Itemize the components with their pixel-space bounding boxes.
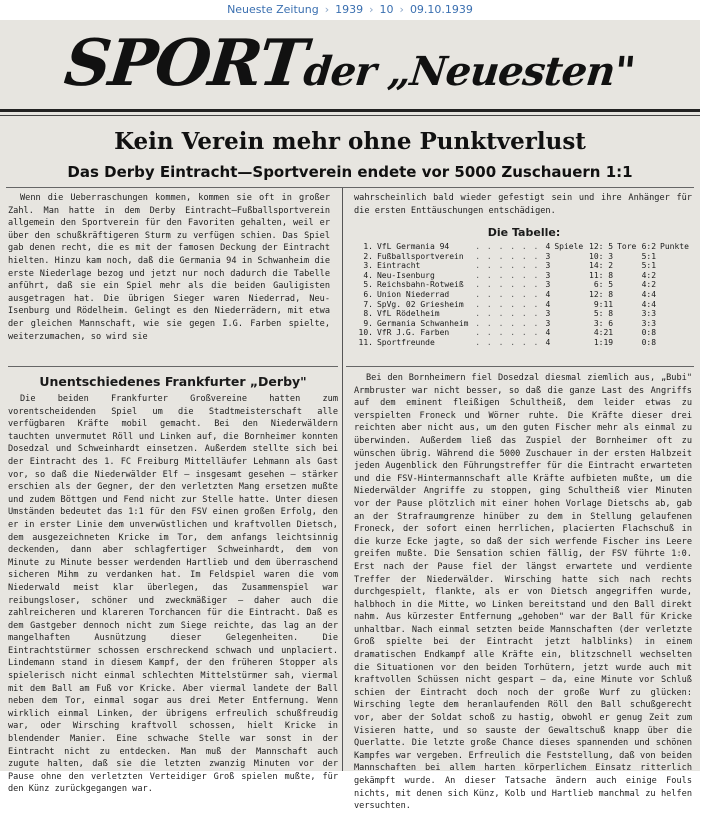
- article-headline: Kein Verein mehr ohne Punktverlust: [114, 128, 586, 155]
- goals-cell: 5: 8: [593, 309, 614, 319]
- points-label: [658, 261, 692, 271]
- points-label: [658, 319, 692, 329]
- team-cell: Sportfreunde: [376, 337, 435, 347]
- games-label: [552, 271, 586, 281]
- section-rule-right: [346, 366, 694, 367]
- standings-row: [356, 338, 692, 348]
- intro-continued-column: [354, 192, 692, 222]
- goals-label: [615, 328, 639, 338]
- games-cell: 4: [545, 299, 551, 309]
- points-cell: 3:3: [641, 318, 657, 328]
- games-cell: 3: [545, 270, 551, 280]
- points-cell: 6:2: [641, 242, 657, 251]
- goals-label: [615, 280, 639, 290]
- goals-cell: 10: 3: [589, 251, 614, 261]
- intro-continued-paragraph: wahrscheinlich bald wieder gefestigt sein und ihre Anhänger für die ersten Enttäuschungen entschädigen.: [354, 193, 692, 216]
- standings-row: [356, 280, 692, 290]
- points-label: [658, 252, 692, 262]
- team-cell: VfL Rödelheim: [376, 309, 440, 319]
- goals-cell: 12: 8: [589, 289, 614, 299]
- report-column-left: [8, 393, 338, 795]
- rank-cell: 6.: [363, 289, 373, 299]
- points-cell: 4:2: [641, 270, 657, 280]
- breadcrumb-month[interactable]: 10: [379, 3, 394, 16]
- points-cell: 4:2: [641, 280, 657, 290]
- goals-cell: 14: 2: [589, 261, 614, 271]
- breadcrumb-separator: ›: [399, 3, 404, 16]
- masthead-sport: SPORT: [61, 26, 309, 101]
- rank-cell: 9.: [363, 318, 373, 328]
- points-cell: 5:1: [641, 251, 657, 261]
- points-label: [658, 328, 692, 338]
- goals-cell: 1:19: [593, 337, 614, 347]
- standings-row: [356, 271, 692, 281]
- games-label: [552, 319, 586, 329]
- games-cell: 3: [545, 280, 551, 290]
- report-column-right: [354, 372, 692, 812]
- standings-row: [356, 261, 692, 271]
- breadcrumb-year[interactable]: 1939: [335, 3, 364, 16]
- goals-cell: 6: 5: [593, 280, 614, 290]
- leader-dots: . . . . . .: [475, 318, 540, 328]
- goals-label: [615, 261, 639, 271]
- leader-dots: . . . . . .: [475, 337, 540, 347]
- headline-rule: [6, 187, 694, 188]
- goals-label: [615, 290, 639, 300]
- points-cell: 0:8: [641, 328, 657, 338]
- team-cell: Reichsbahn-Rotweiß: [376, 280, 464, 290]
- goals-cell: 3: 6: [593, 318, 614, 328]
- games-cell: 4: [545, 242, 551, 251]
- games-cell: 4: [545, 289, 551, 299]
- masthead-der-neuesten: der „Neuesten": [301, 48, 637, 95]
- standings-row: [356, 290, 692, 300]
- standings-row: [356, 252, 692, 262]
- team-cell: Neu-Isenburg: [376, 270, 435, 280]
- standings-row: [356, 300, 692, 310]
- games-cell: 3: [545, 318, 551, 328]
- points-cell: 4:4: [641, 299, 657, 309]
- leader-dots: . . . . . .: [475, 261, 540, 271]
- column-divider: [342, 188, 343, 771]
- rank-cell: 2.: [363, 251, 373, 261]
- games-cell: 3: [545, 251, 551, 261]
- games-label: [552, 252, 586, 262]
- team-cell: VfR J.G. Farben: [376, 328, 450, 338]
- section-heading: Unentschiedenes Frankfurter „Derby": [39, 374, 307, 389]
- games-label: [552, 338, 586, 348]
- games-cell: 3: [545, 309, 551, 319]
- leader-dots: . . . . . .: [475, 289, 540, 299]
- leader-dots: . . . . . .: [475, 328, 540, 338]
- team-cell: Eintracht: [376, 261, 421, 271]
- games-label: [552, 280, 586, 290]
- games-label: Spiele: [554, 242, 584, 251]
- standings-title: Die Tabelle:: [487, 226, 561, 239]
- rank-cell: 5.: [363, 280, 373, 290]
- goals-label: [615, 252, 639, 262]
- goals-label: [615, 300, 639, 310]
- team-cell: Germania Schwanheim: [376, 318, 469, 328]
- games-label: [552, 328, 586, 338]
- goals-cell: 12: 5: [589, 242, 614, 251]
- games-cell: 4: [545, 337, 551, 347]
- points-label: [658, 271, 692, 281]
- standings-row: [356, 309, 692, 319]
- standings-table-box: [356, 226, 692, 366]
- team-cell: SpVg. 02 Griesheim: [376, 299, 464, 309]
- games-label: [552, 300, 586, 310]
- newspaper-page: [0, 20, 700, 812]
- points-cell: 3:3: [641, 309, 657, 319]
- breadcrumb-newspaper[interactable]: Neueste Zeitung: [227, 3, 319, 16]
- goals-cell: 9:11: [593, 299, 614, 309]
- leader-dots: . . . . . .: [475, 270, 540, 280]
- rank-cell: 4.: [363, 270, 373, 280]
- intro-paragraph: Wenn die Ueberraschungen kommen, kommen sie oft in großer Zahl. Man hatte in dem Derby Eintracht—Fußballsportverein allgemein den Sportverein für den Favoriten gehalten, weil er über den schußkräftigeren Sturm zu verfügen schien. Das Spiel gab denen recht, die es mit der famosen Deckung der Eintracht hielten. Hinzu kam noch, daß die Germania 94 in Schwanheim die erste Niederlage bezog und jetzt nur noch dadurch die Tabelle anführt, daß sie ein Spiel mehr als die beiden Gauligisten ausgetragen hat. Die übrigen Sieger waren Niederrad, Neu-Isenburg und Rödelheim. Gelingt es den Niederrädern, mit etwa der gleichen Mannschaft, wie sie gegen I.G. Farben spielte, weiterzumachen, so wird sie: [8, 193, 330, 342]
- goals-label: [615, 319, 639, 329]
- goals-label: [615, 271, 639, 281]
- masthead-rule-thin: [0, 115, 700, 116]
- report-paragraph-right: Bei den Bornheimern fiel Dosedzal diesmal ziemlich aus, „Bubi" Armbruster war nicht besser, so daß die ganze Last des Angriffs auf dem eminent fleißigen Schultheiß, dem leider etwas zu verspielten Froneck und Wörner ruhte. Die Kräfte dieser drei reichten aber nicht aus, um den guten Fischer mehr als einmal zu überwinden. Außerdem ließ das Zuspiel der Bornheimer oft zu wünschen übrig. Während die 5000 Zuschauer in der ersten Halbzeit jeden Augenblick den Führungstreffer für die Eintracht erwarteten und die FSV-Hintermannschaft alle Kräfte aufbieten mußte, um die Niederwälder Angriffe zu stoppen, ging Schultheiß vier Minuten vor der Pause plötzlich mit einer hohen Vorlage Dietschs ab, gab an der Strafraumgrenze hinüber zu dem in Stellung gelaufenen Froneck, der sofort einen herrlichen, placierten Flachschuß in die kurze Ecke jagte, so daß der sich werfende Fischer ins Leere greifen mußte. Die Sensation schien fällig, der FSV führte 1:0. Erst nach der Pause fiel der längst erwartete und verdiente Treffer der Niederwälder. Wirsching hatte sich nach rechts durchgespielt, flankte, als er von Dietsch angegriffen wurde, halbhoch in die Mitte, wo Linken bereitstand und den Ball direkt nahm. Aus kürzester Entfernung „gehoben" war der Ball für Kricke unhaltbar. Nach einmal setzten beide Mannschaften (der verletzte Groß spielte bei der Eintracht jetzt halblinks) in einem dramatischen Endkampf alle Kräfte ein, blitzschnell wechselten die Situationen vor den beiden Torhütern, jetzt wurde auch mit kraftvollen Schüssen nicht gespart — da, eine Minute vor Schluß schien der Eintracht doch noch der große Wurf zu glücken: Wirsching legte dem heranlaufenden Röll den Ball schußgerecht vor, aber der Soldat schoß zu hastig, obwohl er genug Zeit zum Visieren hatte, und so sauste der Gewaltschuß knapp über die Querlatte. Die letzte große Chance dieses spannenden und schönen Kampfes war vergeben. Erfreulich die Feststellung, daß von beiden Mannschaften bei allem harten körperlichem Einsatz ritterlich gekämpft wurde. An dieser Tatsache ändern auch einige Fouls nichts, mit denen sich Künz, Kolb und Hartlieb manchmal zu helfen versuchten.: [354, 373, 692, 812]
- masthead: [0, 20, 705, 108]
- team-cell: Fußballsportverein: [376, 251, 464, 261]
- leader-dots: . . . . . .: [475, 242, 540, 251]
- masthead-rule: [0, 109, 700, 112]
- breadcrumb-date[interactable]: 09.10.1939: [409, 3, 473, 16]
- team-cell: Union Niederrad: [376, 289, 450, 299]
- points-cell: 5:1: [641, 261, 657, 271]
- points-cell: 4:4: [641, 289, 657, 299]
- leader-dots: . . . . . .: [475, 309, 540, 319]
- rank-cell: 1.: [363, 242, 373, 251]
- report-paragraph-left: Die beiden Frankfurter Großvereine hatten zum vorentscheidenden Spiel um die Stadtmeisterschaft alle verfügbaren Kräfte mobil gemacht. Bei den Niederwäldern tauchten unvermutet Röll und Linken auf, die Bornheimer konnten Dosedzal und Schweinhardt einsetzen. Außerdem stellte sich bei der Eintracht des 1. FC Freiburg Mittelläufer Lehmann als Gast vor, so daß die Niederwälder Elf — insgesamt gesehen — stärker erschien als der Gegner, der den verletzten Mang ersetzen mußte und zudem Böttgen und Fend nicht zur Stelle hatte. Unter diesen Umständen bedeutet das 1:1 für den FSV einen großen Erfolg, den er in erster Linie dem unverwüstlichen und kraftvollen Dietsch, dem ausgezeichneten Kricke im Tor, dem anfangs leichtsinnig deckenden, dann aber schlagfertiger Schweinhardt, dem von Minute zu Minute besser werdenden Hartlieb und dem überraschend sicheren Mihm zu verdanken hat. Im Feldspiel waren die vom Niederwald meist klar überlegen, das Zusammenspiel war reibungsloser, schöner und zweckmäßiger — daher auch die zahlreicheren und klareren Torchancen für die Eintracht. Daß es dem Gastgeber dennoch nicht zum Siege reichte, das lag an der mangelhaften Ausnützung dieser Gelegenheiten. Die Eintrachtstürmer schossen erschreckend schwach und unplaciert. Lindemann stand in diesem Kampf, der den früheren Stopper als spielerisch nicht einmal schlechten Mittelstürmer sah, viermal mit dem Ball am Fuß vor Kricke. Aber viermal landete der Ball neben dem Tor, einmal sogar aus drei Meter Entfernung. Wenn wirklich einmal Linken, der übrigens erfreulich schußfreudig war, oder Wirsching kraftvoll schossen, hielt Kricke in blendender Manier. Eine schwache Stelle war sonst in der Eintracht nicht zu entdecken. Man muß der Mannschaft auch zugute halten, daß sie die letzten zwanzig Minuten vor der Pause ohne den verletzten Verteidiger Groß spielen mußte, für den Künz zurückgegangen war.: [8, 394, 338, 795]
- leader-dots: . . . . . .: [475, 251, 540, 261]
- rank-cell: 7.: [363, 299, 373, 309]
- breadcrumb-separator: ›: [324, 3, 330, 16]
- article-subheadline: Das Derby Eintracht—Sportverein endete vor 5000 Zuschauern 1:1: [67, 163, 633, 181]
- rank-cell: 3.: [363, 261, 373, 271]
- games-label: [552, 309, 586, 319]
- games-label: [552, 290, 586, 300]
- standings-row: [356, 242, 692, 252]
- standings-table: [356, 242, 692, 348]
- intro-column: [8, 192, 330, 362]
- goals-label: [615, 309, 639, 319]
- rank-cell: 10.: [358, 328, 373, 338]
- goals-label: [615, 338, 639, 348]
- standings-row: [356, 328, 692, 338]
- points-label: [658, 300, 692, 310]
- points-label: Punkte: [660, 242, 689, 251]
- games-cell: 4: [545, 328, 551, 338]
- section-rule-left: [8, 366, 338, 367]
- points-label: [658, 290, 692, 300]
- standings-row: [356, 319, 692, 329]
- breadcrumb-separator: ›: [369, 3, 374, 16]
- goals-cell: 4:21: [593, 328, 614, 338]
- rank-cell: 11.: [358, 337, 373, 347]
- leader-dots: . . . . . .: [475, 280, 540, 290]
- points-cell: 0:8: [641, 337, 657, 347]
- breadcrumb: [0, 0, 700, 20]
- rank-cell: 8.: [363, 309, 373, 319]
- goals-cell: 11: 8: [589, 270, 614, 280]
- team-cell: VfL Germania 94: [376, 242, 450, 251]
- leader-dots: . . . . . .: [475, 299, 540, 309]
- points-label: [658, 280, 692, 290]
- games-cell: 3: [545, 261, 551, 271]
- goals-label: Tore: [617, 242, 637, 251]
- games-label: [552, 261, 586, 271]
- points-label: [658, 338, 692, 348]
- points-label: [658, 309, 692, 319]
